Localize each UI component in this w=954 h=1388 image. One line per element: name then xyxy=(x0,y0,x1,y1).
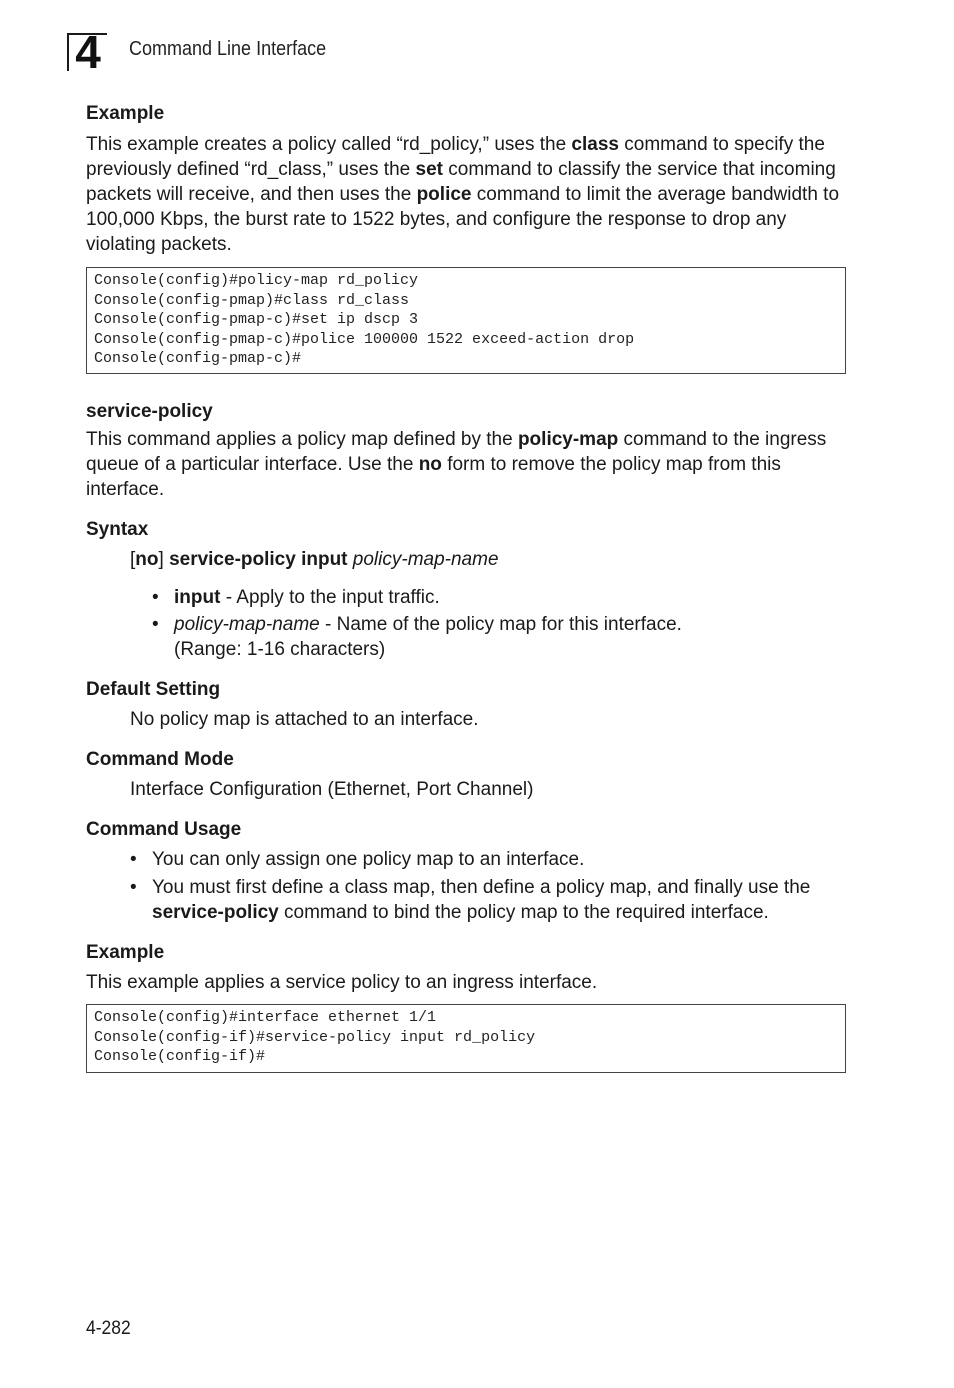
code-line: Console(config-pmap-c)# xyxy=(94,350,302,368)
chapter-number: 4 xyxy=(75,26,101,78)
list-item: • input - Apply to the input traffic. xyxy=(152,587,440,608)
bullet-icon: • xyxy=(130,849,137,870)
bullet-icon: • xyxy=(152,614,159,635)
code-line: Console(config)#interface ethernet 1/1 xyxy=(94,1009,437,1026)
bullet-icon: • xyxy=(152,587,159,608)
code-block xyxy=(86,1004,846,1073)
code-line: Console(config-pmap-c)#police 100000 1522 exceed-action drop xyxy=(94,330,635,348)
syntax-line: [no] service-policy input policy-map-name xyxy=(130,549,499,570)
command-description: This command applies a policy map defined by the policy-map command to the ingress queue of a particular interface. Use the no form to remove the policy map from this interface. xyxy=(86,429,827,500)
default-setting-heading: Default Setting xyxy=(86,679,221,700)
list-item: • You can only assign one policy map to an interface. xyxy=(130,849,585,870)
example-heading: Example xyxy=(86,942,165,963)
running-header-title: Command Line Interface xyxy=(129,38,327,60)
code-line: Console(config)#policy-map rd_policy xyxy=(94,272,419,289)
command-mode-text: Interface Configuration (Ethernet, Port Channel) xyxy=(130,779,534,800)
code-block xyxy=(86,267,846,374)
code-line: Console(config-if)#service-policy input rd_policy xyxy=(94,1028,536,1046)
code-line: Console(config-pmap)#class rd_class xyxy=(94,291,410,309)
code-line: Console(config-pmap-c)#set ip dscp 3 xyxy=(94,311,419,329)
command-mode-heading: Command Mode xyxy=(86,749,234,770)
code-line: Console(config-if)# xyxy=(94,1048,266,1066)
page-number: 4-282 xyxy=(86,1318,131,1339)
example-heading: Example xyxy=(86,103,165,124)
command-title: service-policy xyxy=(86,401,213,422)
list-item: • policy-map-name - Name of the policy map for this interface. (Range: 1-16 characters) xyxy=(152,614,682,660)
list-item: • You must first define a class map, then define a policy map, and finally use the service-policy command to bind the policy map to the required interface. xyxy=(130,877,811,923)
syntax-heading: Syntax xyxy=(86,519,149,540)
example-description: This example applies a service policy to an ingress interface. xyxy=(86,972,598,993)
command-usage-heading: Command Usage xyxy=(86,819,242,840)
example-description: This example creates a policy called “rd_policy,” uses the class command to specify the previously defined “rd_class,” uses the set command to classify the service that incoming packets will receive, and then uses the police command to limit the average bandwidth to 100,000 Kbps, the burst rate to 1522 bytes, and configure the response to drop any violating packets. xyxy=(86,134,840,255)
default-setting-text: No policy map is attached to an interface. xyxy=(130,709,479,730)
bullet-icon: • xyxy=(130,877,137,898)
